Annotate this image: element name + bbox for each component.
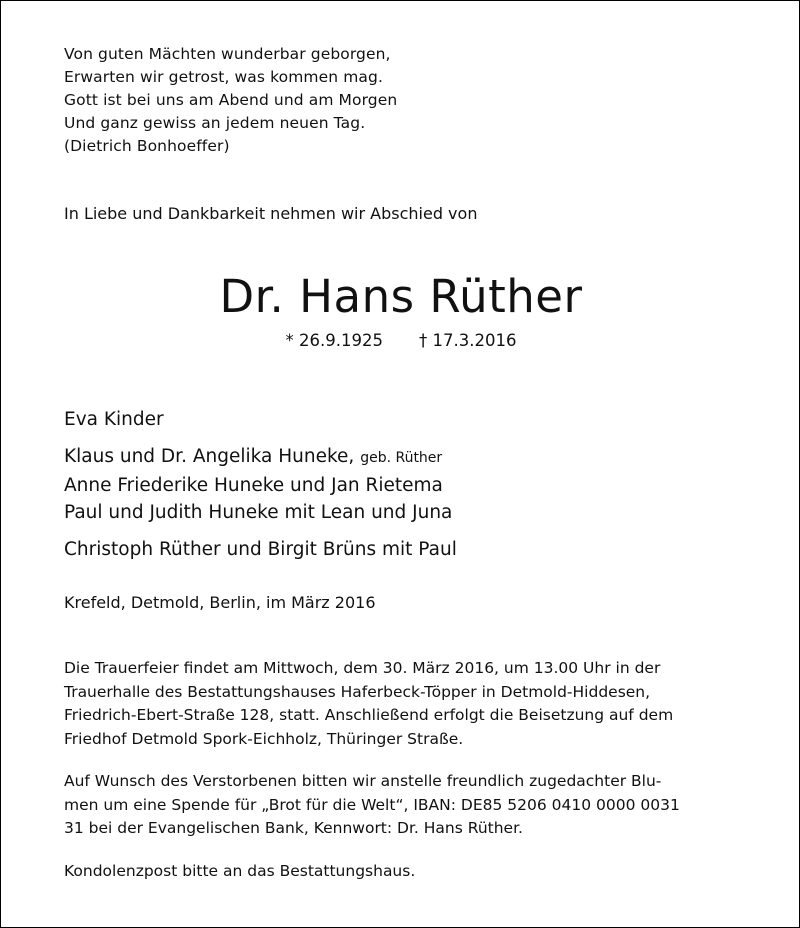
deceased-name: Dr. Hans Rüther xyxy=(219,270,583,323)
family-group-1 xyxy=(64,443,457,526)
intro-text: In Liebe und Dankbarkeit nehmen wir Abschied von xyxy=(64,204,478,223)
poem-line: Von guten Mächten wunderbar geborgen, xyxy=(64,45,391,63)
poem-line: Erwarten wir getrost, was kommen mag. xyxy=(64,68,383,86)
family-note: geb. Rüther xyxy=(360,450,443,466)
service-line: Friedhof Detmold Spork-Eichholz, Thüringer Straße. xyxy=(64,729,464,748)
family-line xyxy=(64,443,457,472)
poem xyxy=(64,43,397,158)
family-list xyxy=(64,406,457,563)
family-names: Klaus und Dr. Angelika Huneke, xyxy=(64,446,355,467)
donation-line: Auf Wunsch des Verstorbenen bitten wir anstelle freundlich zugedachter Blu- xyxy=(64,772,662,790)
donation-info xyxy=(64,770,754,841)
family-group-2 xyxy=(64,536,457,563)
donation-line: men um eine Spende für „Brot für die Welt“, IBAN: DE85 5206 0410 0000 0031 xyxy=(64,795,680,814)
family-line: Paul und Judith Huneke mit Lean und Juna xyxy=(64,502,453,523)
poem-line: Und ganz gewiss an jedem neuen Tag. xyxy=(64,114,366,132)
service-info xyxy=(64,657,754,751)
family-line: Anne Friederike Huneke und Jan Rietema xyxy=(64,475,443,496)
service-line: Friedrich-Ebert-Straße 128, statt. Anschließend erfolgt die Beisetzung auf dem xyxy=(64,706,674,724)
spouse-name: Eva Kinder xyxy=(64,409,164,430)
poem-author: (Dietrich Bonhoeffer) xyxy=(64,137,230,155)
place-date: Krefeld, Detmold, Berlin, im März 2016 xyxy=(64,593,376,612)
family-line: Christoph Rüther und Birgit Brüns mit Paul xyxy=(64,539,457,560)
service-line: Die Trauerfeier findet am Mittwoch, dem 30. März 2016, um 13.00 Uhr in der xyxy=(64,659,661,677)
birth-date: * 26.9.1925 xyxy=(285,331,383,350)
death-date: † 17.3.2016 xyxy=(419,331,517,350)
donation-line: 31 bei der Evangelischen Bank, Kennwort: Dr. Hans Rüther. xyxy=(64,819,523,837)
life-dates xyxy=(1,329,800,353)
poem-line: Gott ist bei uns am Abend und am Morgen xyxy=(64,91,398,109)
condolence-info: Kondolenzpost bitte an das Bestattungshaus. xyxy=(64,862,416,880)
service-line: Trauerhalle des Bestattungshauses Haferbeck-Töpper in Detmold-Hiddesen, xyxy=(64,682,651,701)
